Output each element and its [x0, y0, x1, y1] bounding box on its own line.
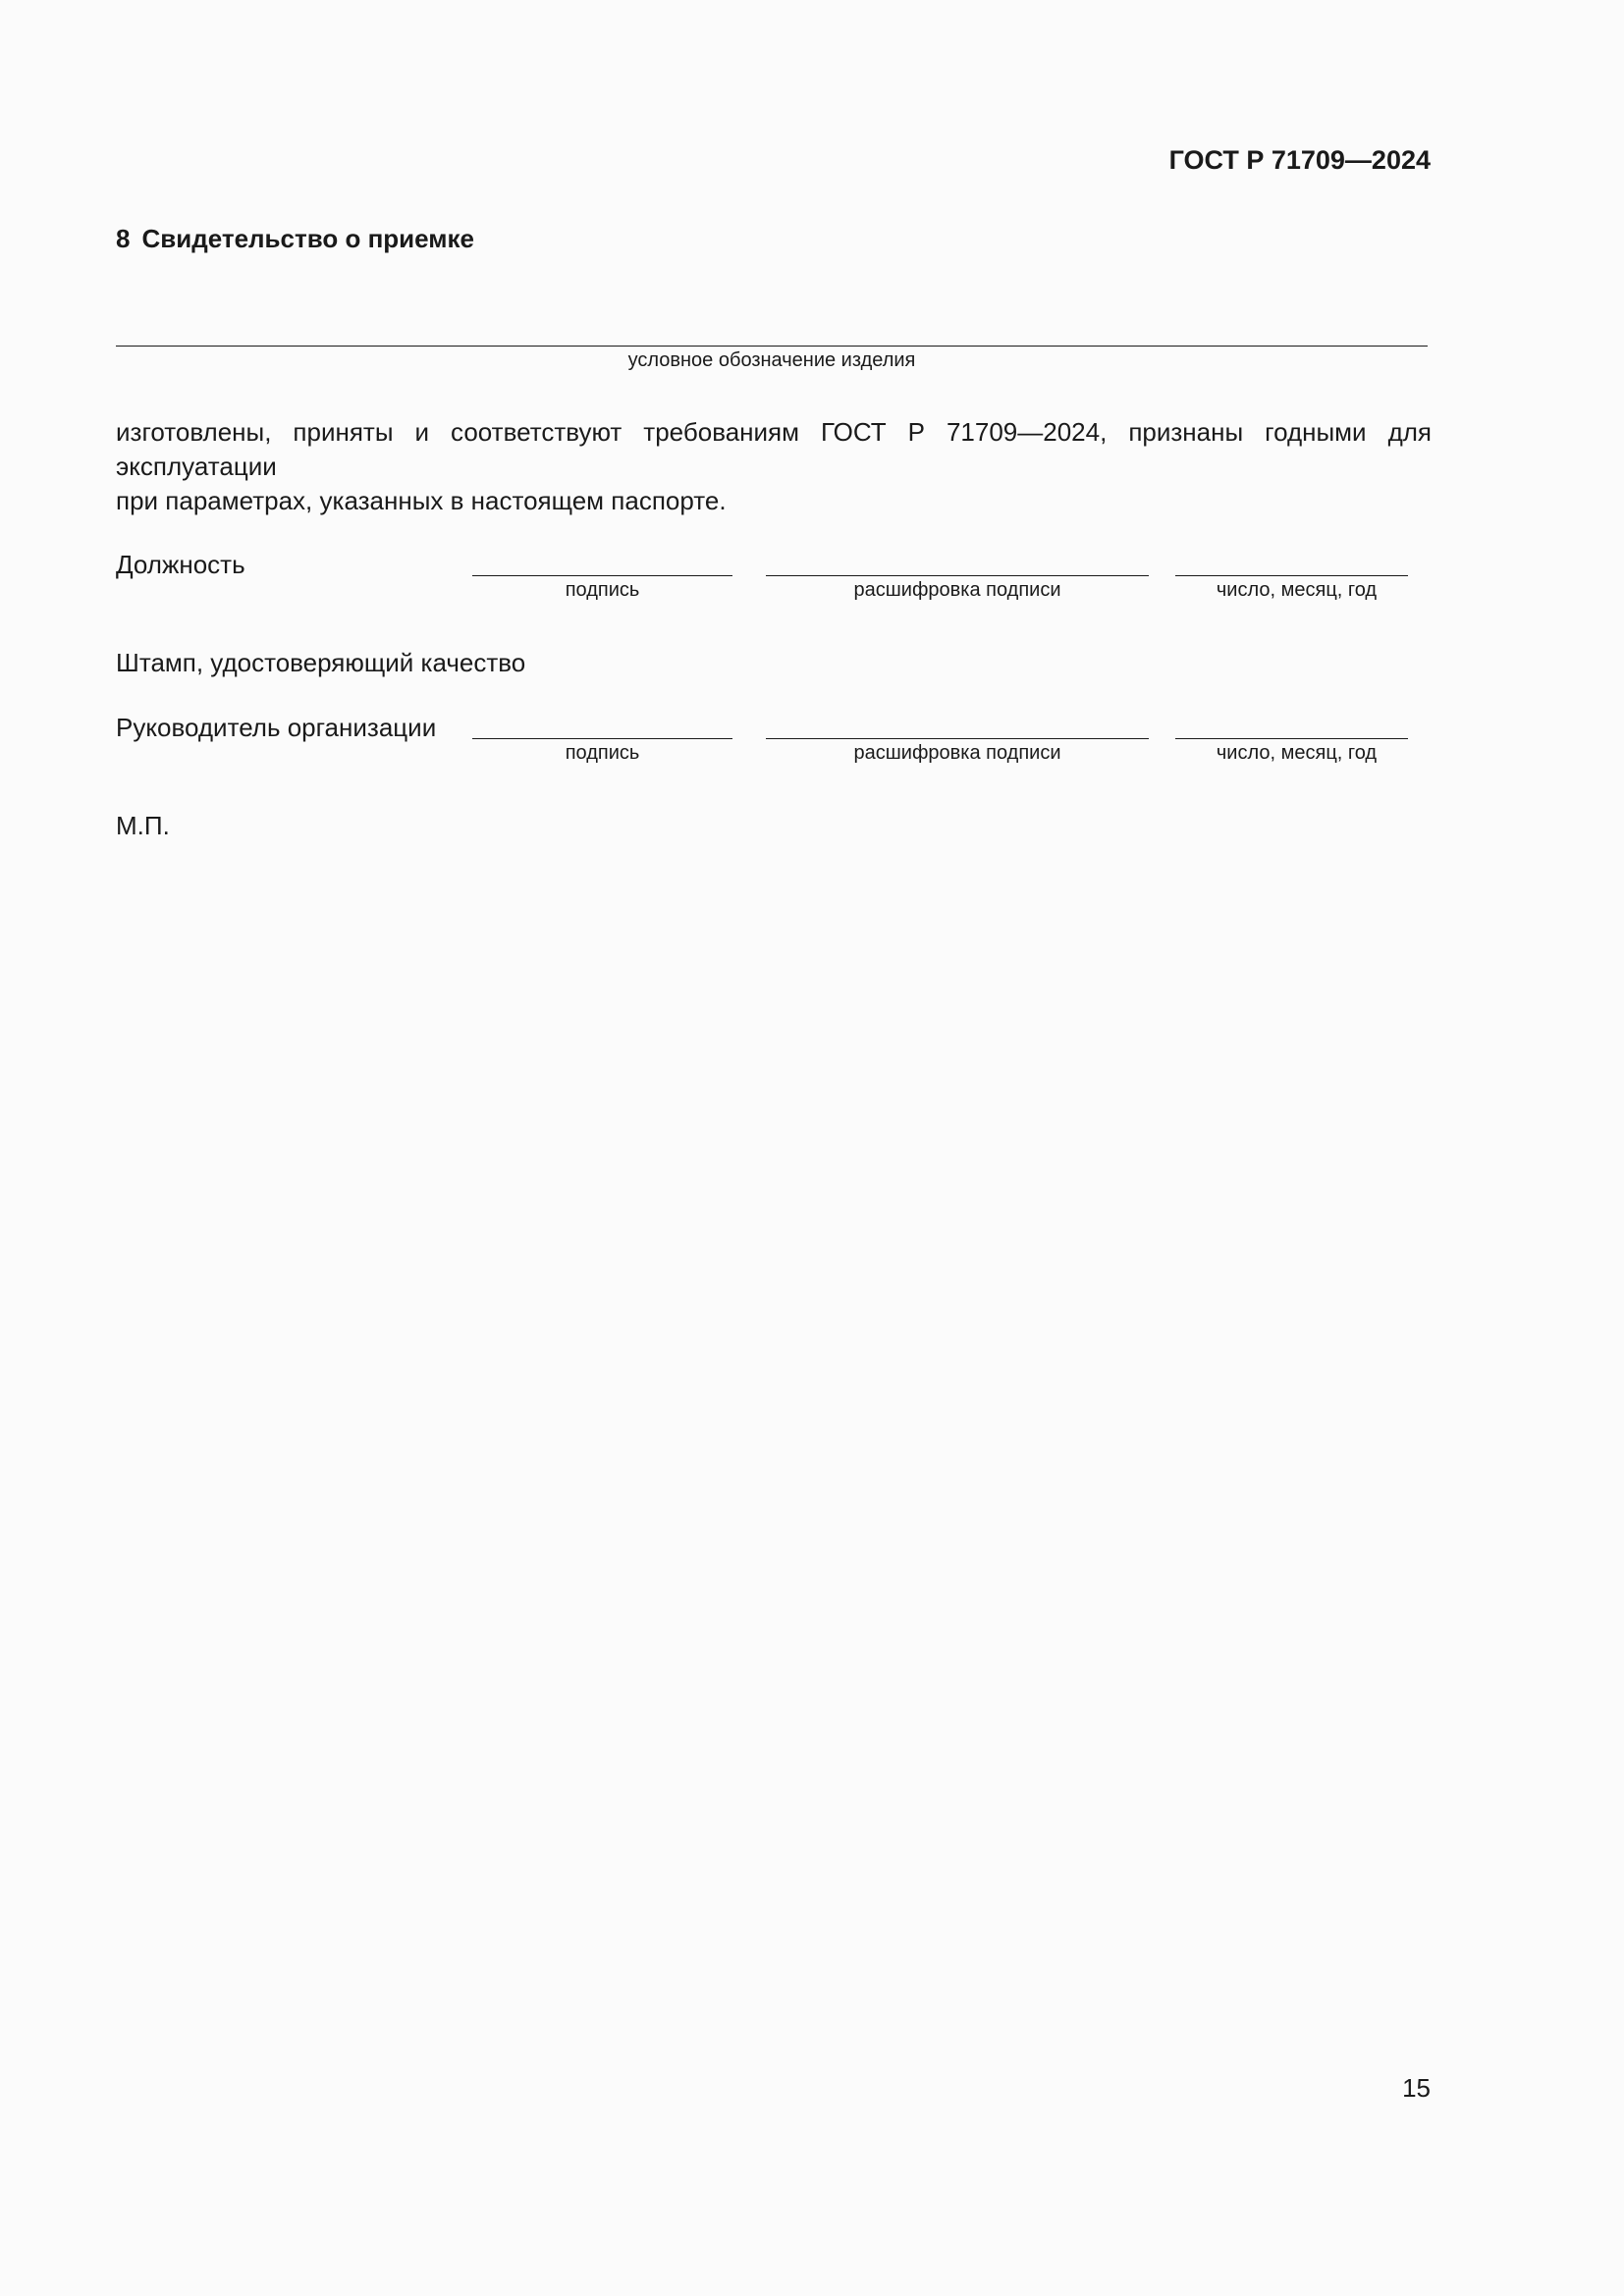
date-caption-1: число, месяц, год: [1216, 579, 1378, 601]
name-caption-2: расшифровка подписи: [853, 742, 1061, 764]
acceptance-statement: [116, 415, 1432, 518]
name-line-1[interactable]: [766, 575, 1149, 576]
head-of-organization-label: Руководитель организации: [116, 713, 437, 742]
name-caption-1: расшифровка подписи: [853, 579, 1061, 601]
section-heading: [116, 224, 474, 254]
signature-line-1[interactable]: [472, 575, 732, 576]
signature-caption-2: подпись: [565, 742, 640, 764]
statement-line-2: при параметрах, указанных в настоящем паспорте.: [116, 486, 727, 515]
statement-line-1: изготовлены, приняты и соответствуют требованиям ГОСТ Р 71709—2024, признаны годными для эксплуатации: [116, 417, 1432, 481]
name-line-2[interactable]: [766, 738, 1149, 739]
seal-label: М.П.: [116, 811, 170, 840]
product-designation-caption: условное обозначение изделия: [627, 349, 916, 371]
document-number: ГОСТ Р 71709—2024: [1168, 145, 1431, 175]
date-line-2[interactable]: [1175, 738, 1408, 739]
date-line-1[interactable]: [1175, 575, 1408, 576]
signature-line-2[interactable]: [472, 738, 732, 739]
date-caption-2: число, месяц, год: [1216, 742, 1378, 764]
page-number: 15: [1402, 2073, 1431, 2103]
section-number: 8: [116, 224, 131, 253]
signature-caption-1: подпись: [565, 579, 640, 601]
product-designation-line[interactable]: [116, 346, 1428, 347]
position-label: Должность: [116, 550, 245, 579]
stamp-label: Штамп, удостоверяющий качество: [116, 648, 526, 677]
section-title: Свидетельство о приемке: [141, 224, 474, 253]
